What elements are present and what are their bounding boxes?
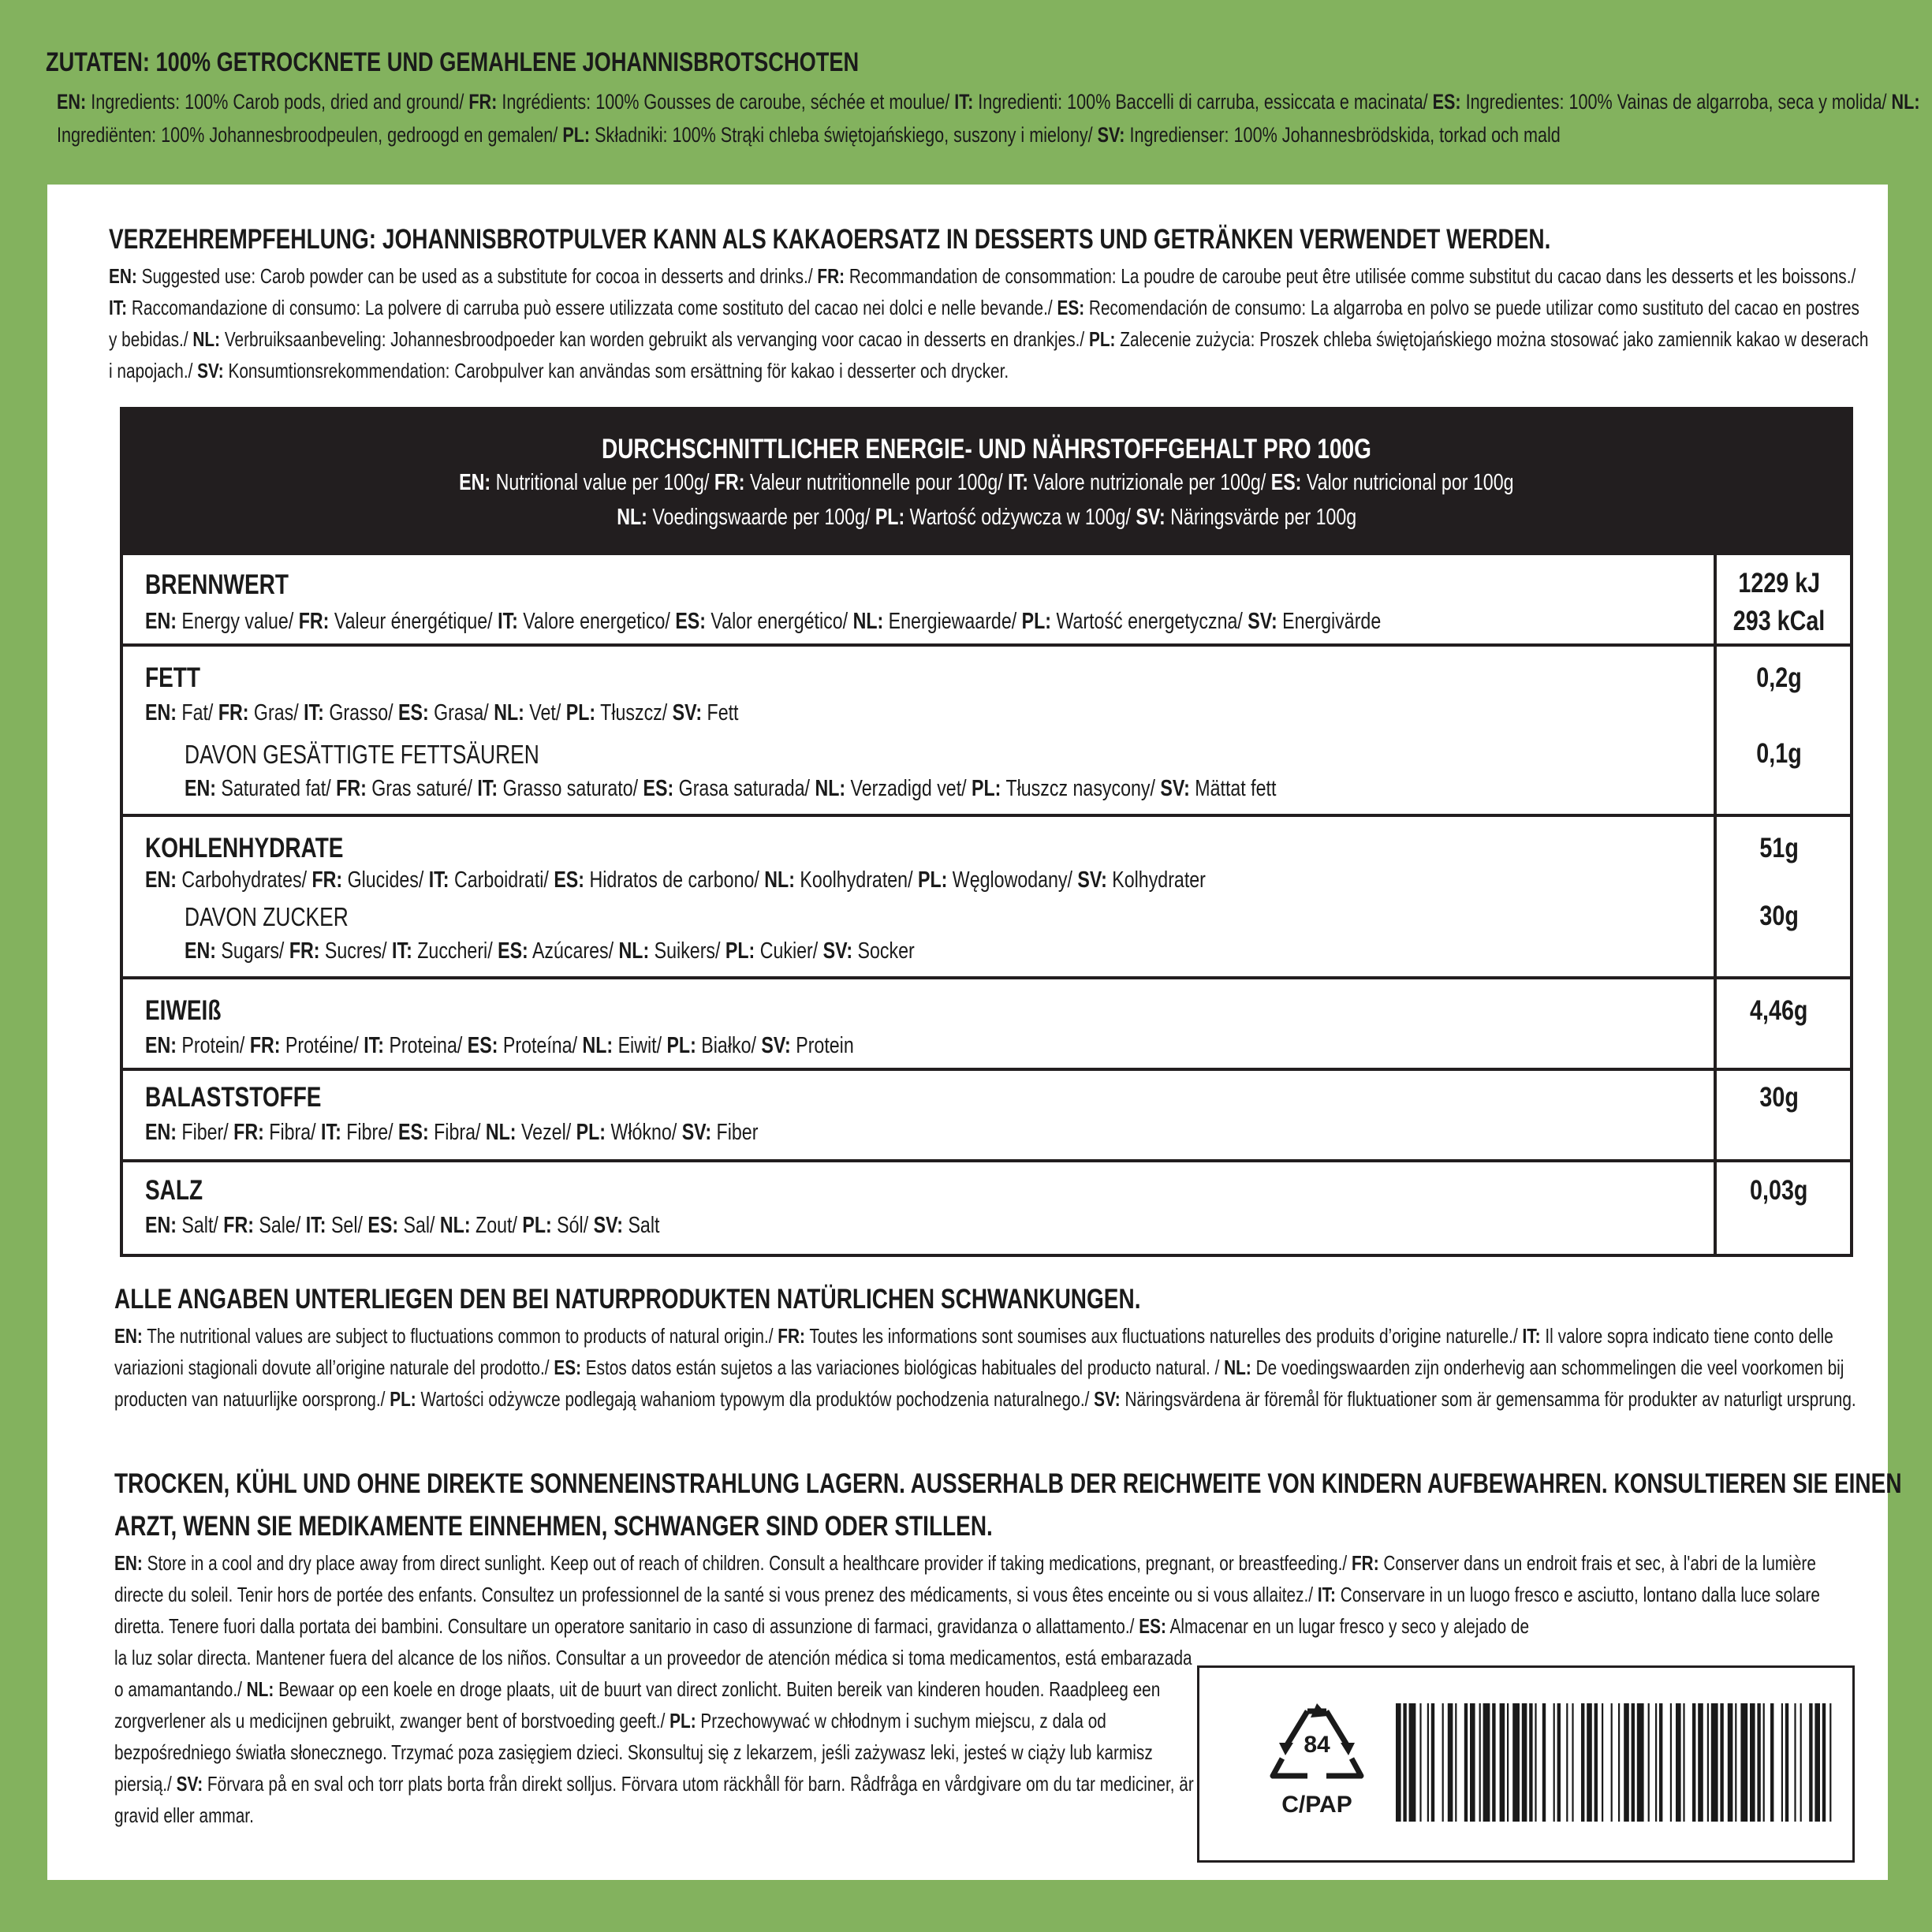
translation-text: Voedingswaarde per 100g/ bbox=[647, 505, 875, 530]
language-code: IT: bbox=[1008, 470, 1029, 495]
language-code: NL: bbox=[1224, 1356, 1251, 1379]
storage-translations-narrow bbox=[114, 1642, 1196, 1831]
language-code: FR: bbox=[223, 1213, 254, 1238]
language-code: IT: bbox=[305, 1213, 326, 1238]
translation-text: Gras/ bbox=[248, 700, 304, 725]
language-code: PL: bbox=[522, 1213, 552, 1238]
translation-text: Zalecenie zużycia: Proszek chleba świętojańskiego można stosować jako zamiennik kakao w deserach i napojach./ bbox=[109, 327, 1869, 382]
nutrition-row-protein bbox=[123, 979, 1850, 1071]
barcode-bar bbox=[1464, 1703, 1468, 1822]
language-code: SV: bbox=[672, 700, 703, 725]
barcode-bar bbox=[1542, 1703, 1546, 1822]
barcode-bar bbox=[1396, 1703, 1401, 1822]
nutrient-sub-name: DAVON GESÄTTIGTE FETTSÄUREN bbox=[185, 740, 539, 769]
translation-text: Valeur nutritionnelle pour 100g/ bbox=[744, 470, 1009, 495]
translation-text: Nutritional value per 100g/ bbox=[490, 470, 715, 495]
translation-text: Gras saturé/ bbox=[366, 776, 478, 801]
translation-text: Energiewaarde/ bbox=[883, 609, 1022, 634]
barcode-bar bbox=[1522, 1703, 1527, 1822]
translation-text: Salt bbox=[623, 1213, 660, 1238]
barcode-bar bbox=[1740, 1703, 1747, 1822]
barcode-bar bbox=[1637, 1703, 1644, 1822]
language-code: IT: bbox=[304, 700, 324, 725]
language-code: ES: bbox=[1432, 90, 1461, 114]
language-code: SV: bbox=[197, 359, 224, 382]
language-code: PL: bbox=[666, 1033, 696, 1058]
language-code: NL: bbox=[439, 1213, 471, 1238]
translation-text: Protein bbox=[790, 1033, 854, 1058]
nutrient-value-kj: 1229 kJ bbox=[1738, 568, 1820, 599]
language-code: PL: bbox=[875, 505, 904, 530]
translation-text: Ingredients: 100% Carob pods, dried and ground/ bbox=[86, 90, 469, 114]
barcode-bar bbox=[1419, 1703, 1421, 1822]
translation-text: Vet/ bbox=[524, 700, 566, 725]
translation-text: Verbruiksaanbeveling: Johannesbroodpoeder kan worden gebruikt als vervanging voor cacao in desserts en drankjes./ bbox=[220, 327, 1089, 351]
translation-text: Valeur énergétique/ bbox=[329, 609, 498, 634]
language-code: ES: bbox=[398, 1120, 429, 1145]
language-code: PL: bbox=[1021, 609, 1051, 634]
nutrient-translation bbox=[145, 609, 1381, 635]
language-code: PL: bbox=[669, 1709, 696, 1732]
barcode-bar bbox=[1698, 1703, 1703, 1822]
barcode-bar bbox=[1757, 1703, 1760, 1822]
translation-text: Zout/ bbox=[470, 1213, 523, 1238]
translation-text: Protein/ bbox=[176, 1033, 250, 1058]
storage-translations-wide bbox=[114, 1547, 1868, 1642]
language-code: EN: bbox=[57, 90, 87, 114]
translation-text: Conserver dans un endroit frais et sec, à l'abri de la lumière directe du soleil. Tenir hors de portée des enfants. Consultez un professionnel de la santé si vous prenez des médicaments, si vous êtes enceinte ou si vous allaitez./ bbox=[114, 1551, 1816, 1606]
translation-text: Valore energetico/ bbox=[517, 609, 676, 634]
translation-text: Sugars/ bbox=[215, 938, 289, 964]
translation-text: Białko/ bbox=[696, 1033, 762, 1058]
barcode-bar bbox=[1602, 1703, 1603, 1822]
translation-text: Zuccheri/ bbox=[412, 938, 498, 964]
nutrient-translation bbox=[145, 867, 1206, 893]
translation-text: Cukier/ bbox=[755, 938, 823, 964]
barcode-bar bbox=[1670, 1703, 1672, 1822]
translation-text: Koolhydraten/ bbox=[794, 867, 918, 893]
barcode-bar bbox=[1479, 1703, 1481, 1822]
nutrient-translation bbox=[145, 1120, 758, 1146]
barcode-bar bbox=[1829, 1703, 1831, 1822]
barcode-bar bbox=[1785, 1703, 1788, 1822]
language-code: SV: bbox=[681, 1120, 712, 1145]
language-code: ES: bbox=[643, 776, 674, 801]
barcode-bar bbox=[1659, 1703, 1662, 1822]
language-code: EN: bbox=[185, 776, 216, 801]
language-code: FR: bbox=[311, 867, 343, 893]
language-code: IT: bbox=[428, 867, 449, 893]
barcode-bar bbox=[1587, 1703, 1592, 1822]
translation-text: Ingredienser: 100% Johannesbrödskida, torkad och mald bbox=[1125, 123, 1561, 147]
translation-text: Saturated fat/ bbox=[215, 776, 337, 801]
translation-text: De voedingswaarden zijn onderhevig aan schommelingen die veel voorkomen bij producten van natuurlijke oorsprong./ bbox=[114, 1356, 1844, 1411]
translation-text: Ingredientes: 100% Vainas de algarroba, seca y molida/ bbox=[1460, 90, 1892, 114]
nutrient-value: 0,03g bbox=[1750, 1175, 1808, 1206]
nutrition-header-line-2 bbox=[617, 505, 1356, 531]
language-code: NL: bbox=[246, 1677, 274, 1701]
nutrient-name: SALZ bbox=[145, 1175, 203, 1206]
language-code: SV: bbox=[593, 1213, 623, 1238]
language-code: NL: bbox=[617, 505, 647, 530]
translation-text: la luz solar directa. Mantener fuera del alcance de los niños. Consultar a un proveedor de atención médica si toma medicamentos, está embarazada o amamantando./ bbox=[114, 1646, 1192, 1701]
barcode-bar bbox=[1655, 1703, 1657, 1822]
barcode-bar bbox=[1500, 1703, 1505, 1822]
translation-text: Salt/ bbox=[176, 1213, 224, 1238]
language-code: FR: bbox=[336, 776, 367, 801]
translation-text: Protéine/ bbox=[280, 1033, 364, 1058]
language-code: PL: bbox=[725, 938, 755, 964]
translation-text: Węglowodany/ bbox=[947, 867, 1078, 893]
language-code: FR: bbox=[1351, 1551, 1379, 1575]
language-code: IT: bbox=[392, 938, 412, 964]
barcode-bar bbox=[1800, 1703, 1802, 1822]
translation-text: Valor nutricional por 100g bbox=[1301, 470, 1514, 495]
language-code: PL: bbox=[1088, 327, 1116, 351]
nutrient-name: KOHLENHYDRATE bbox=[145, 833, 344, 863]
translation-text: Näringsvärde per 100g bbox=[1165, 505, 1356, 530]
translation-text: Tłuszcz/ bbox=[595, 700, 673, 725]
translation-text: Fat/ bbox=[176, 700, 218, 725]
language-code: ES: bbox=[367, 1213, 399, 1238]
nutrient-value: 30g bbox=[1759, 1082, 1799, 1113]
nutrition-header-title: DURCHSCHNITTLICHER ENERGIE- UND NÄHRSTOFFGEHALT PRO 100G bbox=[602, 434, 1371, 464]
language-code: PL: bbox=[917, 867, 948, 893]
barcode-bar bbox=[1455, 1703, 1456, 1822]
barcode-bar bbox=[1750, 1703, 1755, 1822]
translation-text: Recomendación de consumo: La algarroba en polvo se puede utilizar como sustituto del cacao en postres y bebidas./ bbox=[109, 296, 1859, 351]
language-code: SV: bbox=[1160, 776, 1190, 801]
translation-text: Vezel/ bbox=[516, 1120, 576, 1145]
language-code: ES: bbox=[554, 1356, 581, 1379]
language-code: SV: bbox=[822, 938, 853, 964]
language-code: NL: bbox=[192, 327, 221, 351]
barcode-bar bbox=[1720, 1703, 1723, 1822]
translation-text: Hidratos de carbono/ bbox=[584, 867, 765, 893]
language-code: FR: bbox=[778, 1324, 805, 1348]
fluctuations-title: ALLE ANGABEN UNTERLIEGEN DEN BEI NATURPRODUKTEN NATÜRLICHEN SCHWANKUNGEN. bbox=[114, 1284, 1141, 1315]
translation-text: Fiber bbox=[711, 1120, 759, 1145]
translation-text: Ingrediënten: 100% Johannesbroodpeulen, gedroogd en gemalen/ bbox=[57, 123, 563, 147]
language-code: IT: bbox=[1522, 1324, 1541, 1348]
language-code: EN: bbox=[145, 867, 177, 893]
barcode-bar bbox=[1442, 1703, 1444, 1822]
barcode-bar bbox=[1632, 1703, 1635, 1822]
barcode-bar bbox=[1512, 1703, 1520, 1822]
language-code: FR: bbox=[298, 609, 330, 634]
language-code: ES: bbox=[554, 867, 584, 893]
translation-text: Raccomandazione di consumo: La polvere di carruba può essere utilizzata come sostituto del cacao nei dolci e nelle bevande./ bbox=[127, 296, 1057, 319]
nutrition-row-fiber bbox=[123, 1071, 1850, 1162]
nutrient-name: BALASTSTOFFE bbox=[145, 1082, 322, 1113]
barcode-bar bbox=[1809, 1703, 1812, 1822]
language-code: ES: bbox=[675, 609, 706, 634]
recycling-code: C/PAP bbox=[1281, 1792, 1352, 1818]
usage-title: VERZEHREMPFEHLUNG: JOHANNISBROTPULVER KANN ALS KAKAOERSATZ IN DESSERTS UND GETRÄNKEN VERWENDET WERDEN. bbox=[109, 224, 1551, 255]
translation-text: Sól/ bbox=[551, 1213, 594, 1238]
nutrition-header-line-1 bbox=[459, 470, 1513, 496]
language-code: IT: bbox=[109, 296, 128, 319]
barcode-bar bbox=[1403, 1703, 1406, 1822]
translation-text: Azúcares/ bbox=[528, 938, 619, 964]
translation-text: Energivärde bbox=[1277, 609, 1382, 634]
barcode-bar bbox=[1448, 1703, 1453, 1822]
barcode-bar bbox=[1624, 1703, 1629, 1822]
barcode-bar bbox=[1529, 1703, 1532, 1822]
language-code: IT: bbox=[364, 1033, 384, 1058]
language-code: NL: bbox=[485, 1120, 517, 1145]
language-code: PL: bbox=[972, 776, 1001, 801]
barcode-bar bbox=[1692, 1703, 1695, 1822]
nutrient-sub-translation bbox=[185, 776, 1276, 802]
translation-text: Grasa/ bbox=[428, 700, 494, 725]
barcode-bar bbox=[1594, 1703, 1598, 1822]
language-code: IT: bbox=[954, 90, 974, 114]
storage-title-line-2: ARZT, WENN SIE MEDIKAMENTE EINNEHMEN, SCHWANGER SIND ODER STILLEN. bbox=[114, 1511, 993, 1542]
nutrition-row-energy bbox=[123, 555, 1850, 647]
translation-text: Konsumtionsrekommendation: Carobpulver kan användas som ersättning för kakao i desserter och drycker. bbox=[223, 359, 1009, 382]
language-code: IT: bbox=[477, 776, 498, 801]
nutrient-name: EIWEIß bbox=[145, 995, 222, 1026]
translation-text: Il valore sopra indicato tiene conto delle variazioni stagionali dovute all’origine naturale del prodotto./ bbox=[114, 1324, 1833, 1379]
translation-text: Proteina/ bbox=[384, 1033, 468, 1058]
language-code: EN: bbox=[145, 1120, 177, 1145]
translation-text: Valore nutrizionale per 100g/ bbox=[1028, 470, 1271, 495]
barcode-bar bbox=[1683, 1703, 1684, 1822]
barcode-bar bbox=[1427, 1703, 1429, 1822]
barcode-bar bbox=[1431, 1703, 1434, 1822]
language-code: IT: bbox=[498, 609, 518, 634]
nutrition-row-salt bbox=[123, 1162, 1850, 1254]
language-code: FR: bbox=[233, 1120, 264, 1145]
usage-translations bbox=[109, 260, 1869, 386]
nutrition-row-fat bbox=[123, 647, 1850, 817]
translation-text: Store in a cool and dry place away from direct sunlight. Keep out of reach of children. Consult a healthcare provider if taking medications, pregnant, or breastfeeding./ bbox=[142, 1551, 1352, 1575]
language-code: PL: bbox=[390, 1387, 416, 1411]
barcode-bar bbox=[1409, 1703, 1416, 1822]
translation-text: Włókno/ bbox=[606, 1120, 682, 1145]
language-code: NL: bbox=[494, 700, 524, 725]
language-code: ES: bbox=[1057, 296, 1085, 319]
translation-text: Tłuszcz nasycony/ bbox=[1001, 776, 1161, 801]
translation-text: Förvara på en sval och torr plats borta från direkt solljus. Förvara utom räckhåll för barn. Rådfråga en vårdgivare om du tar mediciner, är gravid eller ammar. bbox=[114, 1772, 1194, 1827]
barcode-bar bbox=[1572, 1703, 1573, 1822]
language-code: ES: bbox=[498, 938, 528, 964]
barcode-bar bbox=[1483, 1703, 1490, 1822]
translation-text: Toutes les informations sont soumises aux fluctuations naturelles des produits d’origine naturelle./ bbox=[804, 1324, 1523, 1348]
nutrient-translation bbox=[145, 700, 738, 726]
translation-text: Näringsvärdena är föremål för fluktuationer som är gemensamma för produkter av naturligt ursprung. bbox=[1120, 1387, 1856, 1411]
translation-text: Fibra/ bbox=[428, 1120, 486, 1145]
barcode-bar bbox=[1815, 1703, 1820, 1822]
language-code: SV: bbox=[1248, 609, 1277, 634]
language-code: FR: bbox=[468, 90, 498, 114]
language-code: EN: bbox=[145, 1033, 177, 1058]
language-code: PL: bbox=[562, 123, 591, 147]
language-code: EN: bbox=[145, 609, 177, 634]
nutrition-header bbox=[120, 407, 1853, 555]
language-code: SV: bbox=[1077, 867, 1107, 893]
language-code: FR: bbox=[218, 700, 249, 725]
recycling-number: 84 bbox=[1304, 1732, 1330, 1758]
translation-text: Składniki: 100% Strąki chleba świętojańskiego, suszony i mielony/ bbox=[590, 123, 1098, 147]
barcode-bar bbox=[1557, 1703, 1561, 1822]
language-code: FR: bbox=[817, 264, 845, 288]
barcode-bar bbox=[1535, 1703, 1536, 1822]
translation-text: Kolhydrater bbox=[1106, 867, 1206, 893]
language-code: NL: bbox=[618, 938, 650, 964]
barcode-bar bbox=[1735, 1703, 1736, 1822]
translation-text: Sale/ bbox=[253, 1213, 306, 1238]
barcode-bar bbox=[1566, 1703, 1568, 1822]
translation-text: Grasa saturada/ bbox=[673, 776, 815, 801]
language-code: NL: bbox=[852, 609, 884, 634]
barcode-bar bbox=[1822, 1703, 1826, 1822]
nutrient-sub-translation bbox=[185, 938, 915, 964]
translation-text: Recommandation de consommation: La poudre de caroube peut être utilisée comme substitut du cacao dans les desserts et les boissons./ bbox=[845, 264, 1856, 288]
translation-text: Sal/ bbox=[398, 1213, 440, 1238]
nutrient-value: 4,46g bbox=[1750, 995, 1808, 1026]
translation-text: Suikers/ bbox=[649, 938, 725, 964]
barcode-bar bbox=[1770, 1703, 1773, 1822]
translation-text: Sucres/ bbox=[319, 938, 393, 964]
language-code: EN: bbox=[459, 470, 491, 495]
nutrient-value-kcal: 293 kCal bbox=[1732, 606, 1826, 636]
barcode-bar bbox=[1707, 1703, 1709, 1822]
nutrient-name: BRENNWERT bbox=[145, 569, 289, 600]
barcode-bar bbox=[1611, 1703, 1613, 1822]
barcode-bar bbox=[1728, 1703, 1733, 1822]
language-code: SV: bbox=[761, 1033, 791, 1058]
translation-text: Wartości odżywcze podlegają wahaniom typowym dla produktów pochodzenia naturalnego./ bbox=[416, 1387, 1095, 1411]
barcode-bar bbox=[1507, 1703, 1509, 1822]
language-code: IT: bbox=[321, 1120, 341, 1145]
language-code: NL: bbox=[1891, 90, 1920, 114]
translation-text: Bewaar op een koele en droge plaats, uit de buurt van direct zonlicht. Buiten bereik van kinderen houden. Raadpleeg een zorgverlener als u medicijnen gebruikt, zwanger bent of borstvoeding geeft./ bbox=[114, 1677, 1161, 1732]
language-code: IT: bbox=[1317, 1583, 1336, 1606]
translation-text: Suggested use: Carob powder can be used as a substitute for cocoa in desserts and drinks./ bbox=[136, 264, 818, 288]
translation-text: Fibre/ bbox=[341, 1120, 398, 1145]
language-code: NL: bbox=[815, 776, 846, 801]
language-code: EN: bbox=[185, 938, 216, 964]
translation-text: Fibra/ bbox=[263, 1120, 322, 1145]
language-code: ES: bbox=[467, 1033, 498, 1058]
translation-text: Fett bbox=[702, 700, 739, 725]
translation-text: Conservare in un luogo fresco e asciutto, lontano dalla luce solare diretta. Tenere fuori dalla portata dei bambini. Consultare un operatore sanitario in caso di assunzione di farmaci, gravidanza o allattamento./ bbox=[114, 1583, 1820, 1638]
translation-text: Estos datos están sujetos a las variaciones biológicas habituales del producto natural. / bbox=[581, 1356, 1225, 1379]
language-code: ES: bbox=[1139, 1614, 1166, 1638]
nutrient-translation bbox=[145, 1033, 854, 1059]
language-code: NL: bbox=[582, 1033, 614, 1058]
translation-text: Proteína/ bbox=[498, 1033, 583, 1058]
translation-text: Eiwit/ bbox=[613, 1033, 667, 1058]
barcode-bar bbox=[1492, 1703, 1495, 1822]
language-code: SV: bbox=[1136, 505, 1166, 530]
barcode-bar bbox=[1794, 1703, 1796, 1822]
translation-text: Grasso saturato/ bbox=[498, 776, 643, 801]
storage-title-line-1: TROCKEN, KÜHL UND OHNE DIREKTE SONNENEINSTRAHLUNG LAGERN. AUSSERHALB DER REICHWEITE VON KINDERN AUFBEWAHREN. KONSULTIEREN SIE EINEN bbox=[114, 1468, 1902, 1499]
translation-text: Almacenar en un lugar fresco y seco y alejado de bbox=[1166, 1614, 1530, 1638]
translation-text: Verzadigd vet/ bbox=[845, 776, 972, 801]
translation-text: Carbohydrates/ bbox=[176, 867, 312, 893]
nutrient-value: 51g bbox=[1759, 833, 1799, 863]
barcode-bar bbox=[1553, 1703, 1555, 1822]
nutrient-name: FETT bbox=[145, 662, 200, 693]
nutrition-row-carbohydrates bbox=[123, 817, 1850, 979]
barcode-icon bbox=[1396, 1703, 1837, 1822]
barcode-bar bbox=[1711, 1703, 1718, 1822]
barcode-bar bbox=[1781, 1703, 1783, 1822]
ingredients-title: ZUTATEN: 100% GETROCKNETE UND GEMAHLENE JOHANNISBROTSCHOTEN bbox=[46, 47, 860, 77]
language-code: ES: bbox=[1270, 470, 1302, 495]
barcode-bar bbox=[1581, 1703, 1584, 1822]
translation-text: Valor energético/ bbox=[705, 609, 853, 634]
translation-text: Ingrédients: 100% Gousses de caroube, séchée et moulue/ bbox=[497, 90, 955, 114]
translation-text: Grasso/ bbox=[323, 700, 398, 725]
language-code: EN: bbox=[145, 700, 177, 725]
language-code: SV: bbox=[1094, 1387, 1121, 1411]
ingredients-band bbox=[0, 0, 1932, 185]
translation-text: Sel/ bbox=[326, 1213, 368, 1238]
language-code: EN: bbox=[114, 1551, 143, 1575]
translation-text: Ingredienti: 100% Baccelli di carruba, essiccata e macinata/ bbox=[973, 90, 1433, 114]
translation-text: Mättat fett bbox=[1189, 776, 1277, 801]
ingredients-translations bbox=[57, 85, 1924, 151]
barcode-bar bbox=[1648, 1703, 1650, 1822]
translation-text: Socker bbox=[852, 938, 915, 964]
nutrient-sub-value: 0,1g bbox=[1756, 738, 1802, 769]
translation-text: The nutritional values are subject to fluctuations common to products of natural origin./ bbox=[142, 1324, 778, 1348]
barcode-bar bbox=[1618, 1703, 1620, 1822]
language-code: EN: bbox=[109, 264, 137, 288]
translation-text: Carboidrati/ bbox=[449, 867, 554, 893]
language-code: EN: bbox=[145, 1213, 177, 1238]
translation-text: Przechowywać w chłodnym i suchym miejscu, z dala od bezpośredniego światła słonecznego. Trzymać poza zasięgiem dzieci. Skonsultuj się z lekarzem, jeśli zażywasz leki, jesteś w ciąży lub karmisz piersią./ bbox=[114, 1709, 1153, 1796]
fluctuations-translations bbox=[114, 1320, 1868, 1415]
barcode-bar bbox=[1470, 1703, 1475, 1822]
translation-text: Energy value/ bbox=[176, 609, 299, 634]
barcode-bar bbox=[1763, 1703, 1765, 1822]
language-code: FR: bbox=[249, 1033, 281, 1058]
translation-text: Wartość energetyczna/ bbox=[1051, 609, 1248, 634]
nutrient-value: 0,2g bbox=[1756, 662, 1802, 693]
translation-text: Glucides/ bbox=[342, 867, 429, 893]
translation-text: Wartość odżywcza w 100g/ bbox=[904, 505, 1136, 530]
translation-text: Fiber/ bbox=[176, 1120, 234, 1145]
language-code: FR: bbox=[714, 470, 745, 495]
language-code: EN: bbox=[114, 1324, 143, 1348]
language-code: SV: bbox=[1097, 123, 1125, 147]
nutrient-sub-name: DAVON ZUCKER bbox=[185, 902, 349, 931]
language-code: FR: bbox=[289, 938, 320, 964]
nutrient-translation bbox=[145, 1213, 659, 1239]
barcode-bar bbox=[1676, 1703, 1681, 1822]
language-code: SV: bbox=[176, 1772, 203, 1796]
language-code: NL: bbox=[764, 867, 795, 893]
nutrient-sub-value: 30g bbox=[1759, 901, 1799, 931]
language-code: ES: bbox=[398, 700, 429, 725]
language-code: PL: bbox=[576, 1120, 606, 1145]
language-code: PL: bbox=[565, 700, 596, 725]
